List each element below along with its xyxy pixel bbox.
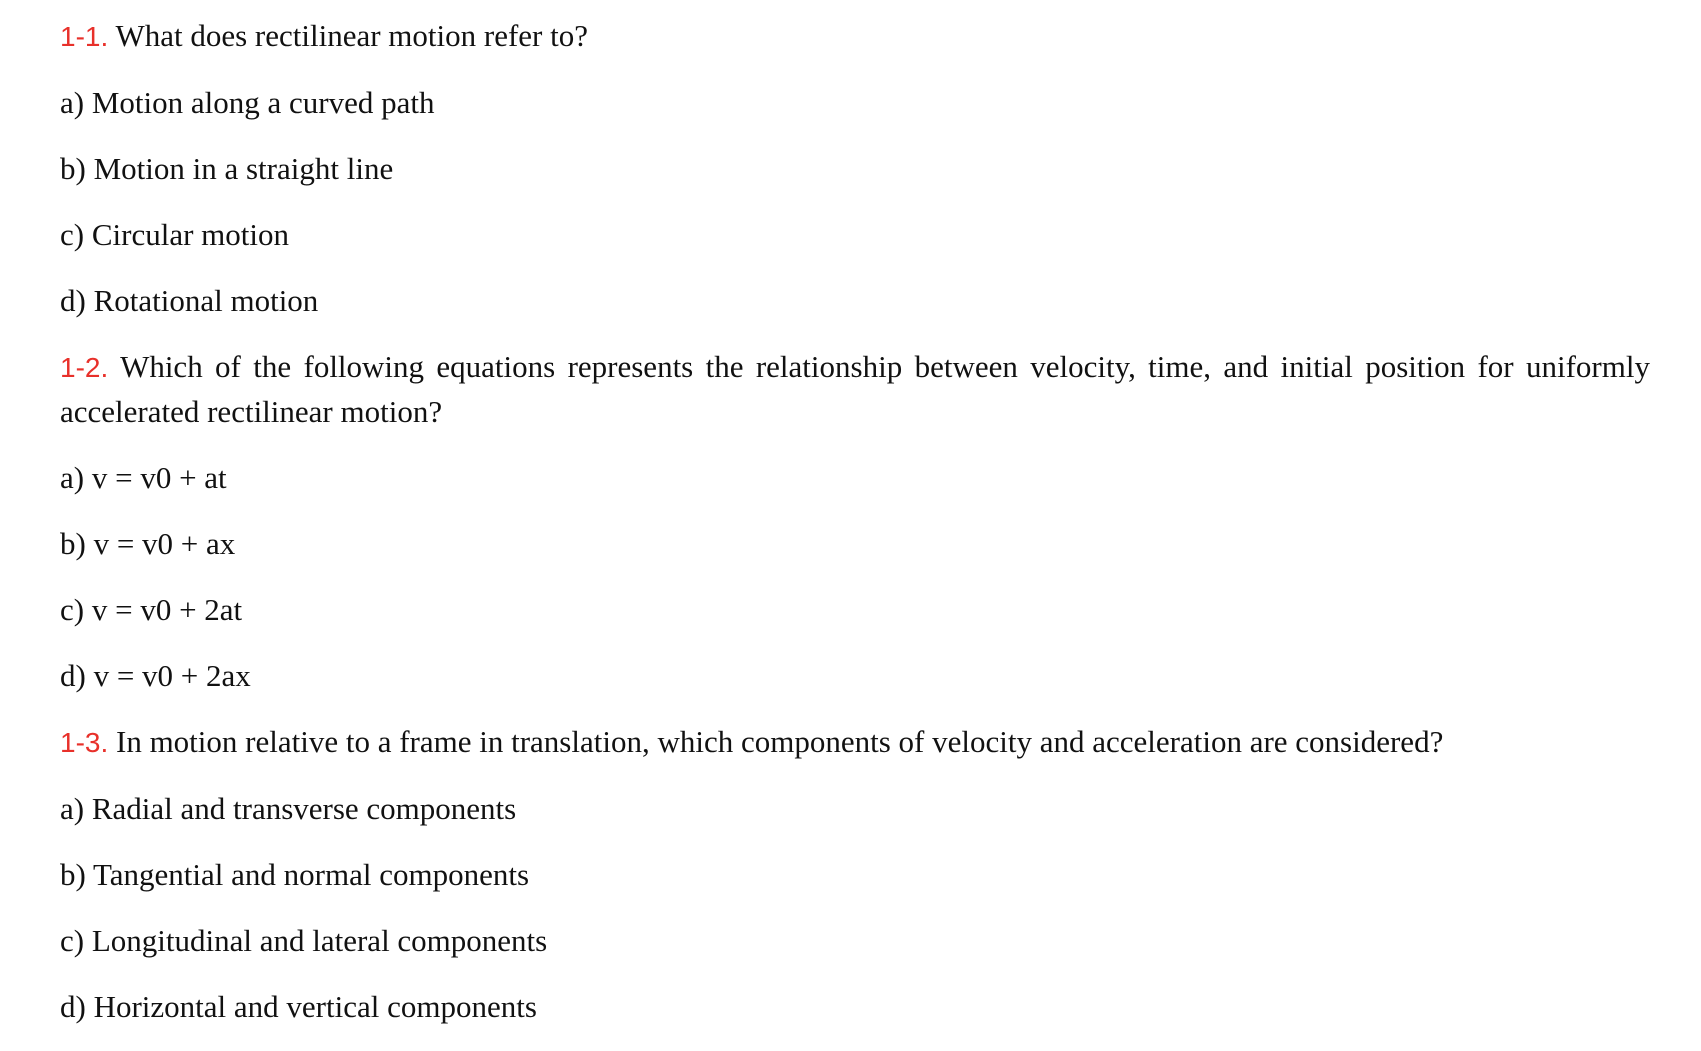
question-number: 1-3. (60, 727, 109, 758)
option-b: b) Tangential and normal components (60, 857, 530, 892)
question-text: Which of the following equations represents the relationship between velocity, time, and initial position for uniformly accelerated rectilinear motion? (60, 349, 1650, 429)
option-a: a) Radial and transverse components (60, 791, 517, 826)
question-1 (60, 14, 1650, 323)
question-text: What does rectilinear motion refer to? (115, 18, 588, 53)
option-d: d) v = v0 + 2ax (60, 658, 251, 693)
option-a: a) v = v0 + at (60, 460, 227, 495)
question-2 (60, 345, 1650, 698)
option-a: a) Motion along a curved path (60, 85, 435, 120)
question-number: 1-1. (60, 21, 109, 52)
question-stem (60, 14, 1650, 59)
question-number: 1-2. (60, 352, 109, 383)
option-b: b) Motion in a straight line (60, 151, 394, 186)
option-c: c) v = v0 + 2at (60, 592, 243, 627)
option-c: c) Longitudinal and lateral components (60, 923, 548, 958)
option-d: d) Horizontal and vertical components (60, 989, 537, 1024)
question-3 (60, 720, 1650, 1029)
option-c: c) Circular motion (60, 217, 289, 252)
document-body (60, 14, 1650, 1051)
option-b: b) v = v0 + ax (60, 526, 236, 561)
option-d: d) Rotational motion (60, 283, 319, 318)
question-stem (60, 720, 1650, 765)
question-text: In motion relative to a frame in translation, which components of velocity and acceleration are considered? (116, 724, 1444, 759)
question-stem (60, 345, 1650, 434)
